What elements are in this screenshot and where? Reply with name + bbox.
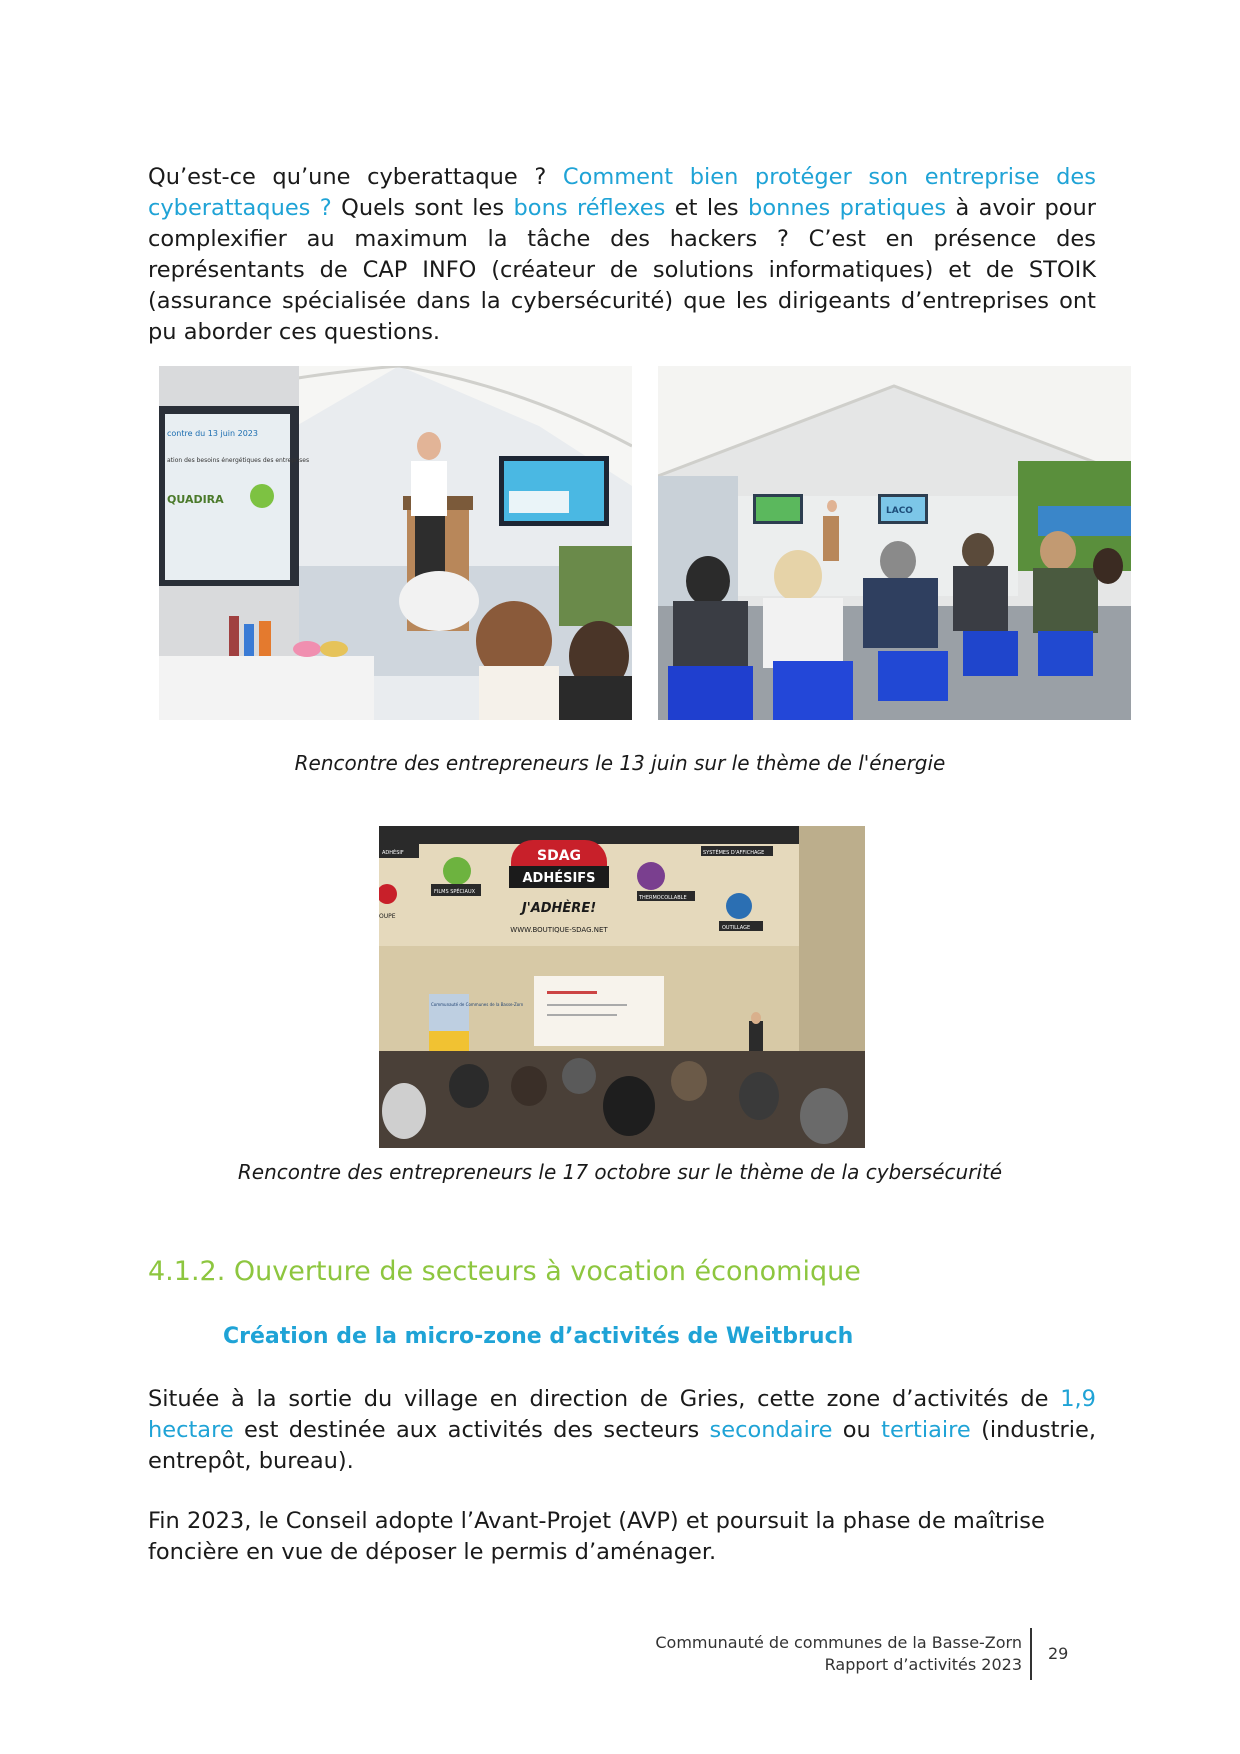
footer-line-2: Rapport d’activités 2023 — [824, 1655, 1022, 1674]
tent-screen-logo: LACO — [886, 506, 913, 516]
zone-paragraph — [148, 1384, 1096, 1477]
page-number: 29 — [1048, 1644, 1069, 1663]
hall-label-oupe: OUPE — [379, 913, 396, 920]
footer-line-1: Communauté de communes de la Basse-Zorn — [655, 1633, 1022, 1652]
zone-highlight-secondaire: secondaire — [709, 1417, 833, 1443]
intro-text: Qu’est-ce qu’une cyberattaque ? — [148, 164, 563, 190]
photo-sdag-hall — [379, 826, 865, 1148]
caption-energy: Rencontre des entrepreneurs le 13 juin sur le thème de l'énergie — [294, 751, 946, 775]
left-screen-subtitle: ation des besoins énergétiques des entreprises — [167, 457, 310, 464]
hall-label-affichage: SYSTÈMES D'AFFICHAGE — [703, 850, 765, 856]
intro-highlight-reflexes: bons réflexes — [513, 195, 666, 221]
zone-text: (industrie, entrepôt, bureau). — [148, 1417, 1096, 1474]
photo-tent-audience — [658, 366, 1131, 720]
sdag-brand: SDAG — [536, 848, 582, 864]
hall-label-adhesif: ADHÉSIF — [382, 850, 404, 856]
zone-text: est destinée aux activités des secteurs — [233, 1417, 710, 1443]
subsection-heading: Création de la micro-zone d’activités de Weitbruch — [223, 1324, 854, 1349]
intro-highlight-practices: bonnes pratiques — [748, 195, 947, 221]
hall-label-thermo: THERMOCOLLABLE — [639, 895, 687, 901]
hall-label-films: FILMS SPÉCIAUX — [434, 889, 476, 895]
section-heading: 4.1.2. Ouverture de secteurs à vocation économique — [148, 1256, 861, 1287]
avp-paragraph: Fin 2023, le Conseil adopte l’Avant-Projet (AVP) et poursuit la phase de maîtrise foncière en vue de déposer le permis d’aménager. — [148, 1508, 1045, 1565]
zone-highlight-tertiaire: tertiaire — [881, 1417, 971, 1443]
intro-highlight-protect: Comment bien protéger son entreprise des cyberattaques ? — [148, 164, 1097, 221]
hall-label-outillage: OUTILLAGE — [722, 925, 751, 931]
intro-text: à avoir pour complexifier au maximum la tâche des hackers ? C’est en présence des représentants de CAP INFO (créateur de solutions informatiques) et de STOIK (assurance spécialisée dans la cybersécurité) que les dirigeants d’entreprises ont pu aborder ces questions. — [148, 195, 1097, 345]
caption-cybersecurity: Rencontre des entrepreneurs le 17 octobre sur le thème de la cybersécurité — [237, 1160, 1003, 1184]
hall-banner-text: Communauté de Communes de la Basse-Zorn — [431, 1002, 524, 1007]
footer-divider — [1030, 1628, 1032, 1680]
intro-text: et les — [665, 195, 749, 221]
zone-highlight-hectare: 1,9 hectare — [148, 1386, 1096, 1443]
sdag-url: WWW.BOUTIQUE-SDAG.NET — [510, 926, 608, 934]
footer-organization — [655, 1632, 1022, 1676]
zone-text: ou — [832, 1417, 882, 1443]
quadira-logo: QUADIRA — [167, 493, 224, 506]
intro-paragraph — [148, 162, 1096, 348]
sdag-adhesifs: ADHÉSIFS — [522, 871, 596, 886]
zone-text: Située à la sortie du village en direction de Gries, cette zone d’activités de — [148, 1386, 1061, 1412]
left-screen-title: contre du 13 juin 2023 — [167, 429, 258, 438]
intro-text: Quels sont les — [331, 195, 514, 221]
sdag-slogan: J'ADHÈRE! — [521, 901, 597, 916]
photo-speaker-stage — [159, 366, 632, 720]
